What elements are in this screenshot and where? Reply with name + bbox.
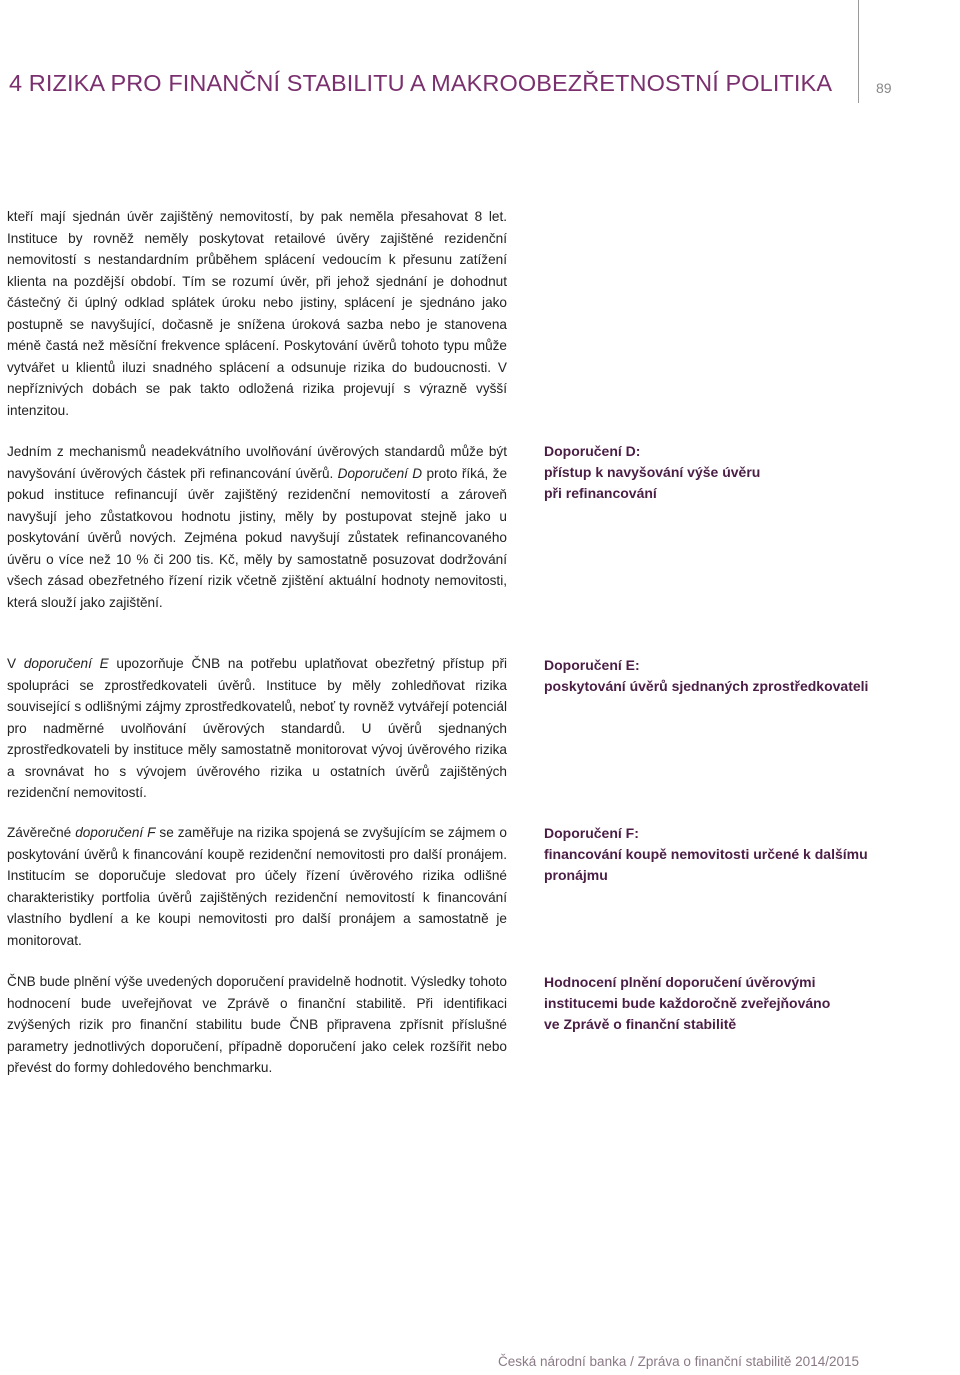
recommendation-reference: doporučení F xyxy=(75,825,156,840)
page-number: 89 xyxy=(876,80,892,96)
header-divider xyxy=(858,0,859,103)
chapter-title: 4 RIZIKA PRO FINANČNÍ STABILITU A MAKROOBEZŘETNOSTNÍ POLITIKA xyxy=(9,70,833,96)
side-note-line: ve Zprávě o finanční stabilitě xyxy=(544,1016,737,1032)
side-note-line: Doporučení F: xyxy=(544,825,639,841)
side-note-line: při refinancování xyxy=(544,485,657,501)
footer-source: Česká národní banka / Zpráva o finanční stabilitě 2014/2015 xyxy=(498,1354,859,1369)
paragraph-text: Závěrečné xyxy=(7,825,76,840)
side-note-recommendation-e xyxy=(544,655,904,697)
paragraph-text: Jedním z mechanismů neadekvátního uvolňování úvěrových standardů může být navyšování úvěrových částek při refinancování úvěrů. xyxy=(7,444,507,481)
side-note-line: Hodnocení plnění doporučení úvěrovými xyxy=(544,974,816,990)
side-note-recommendation-f xyxy=(544,823,904,886)
paragraph-text: se zaměřuje na rizika spojená se zvyšujícím se zájmem o poskytování úvěrů k financování koupě rezidenční nemovitosti pro další pronájem. Institucím se doporučuje sledovat pro účely řízení úvěrového rizika odlišné charakteristiky portfolia úvěrů zajištěných rezidenční nemovitostí k financování vlastního bydlení a ke koupi nemovitosti pro další pronájem a samostatně je monitorovat. xyxy=(7,825,507,948)
paragraph-recommendation-d xyxy=(7,441,507,613)
side-note-line: Doporučení E: xyxy=(544,657,640,673)
paragraph-text: upozorňuje ČNB na potřebu uplatňovat obezřetný přístup při spolupráci se zprostředkovateli úvěrů. Instituce by měly zohledňovat rizika související s odlišnými zájmy zprostředkovatelů, neboť ty rovněž vytvářejí potenciál pro nadměrné uvolňování úvěrových standardů. U úvěrů sjednaných zprostředkovateli by instituce měly samostatně monitorovat vývoj úvěrového rizika a srovnávat ho s vývojem úvěrového rizika u ostatních úvěrů zajištěných rezidenční nemovitostí. xyxy=(7,656,507,800)
paragraph-recommendation-e xyxy=(7,653,507,804)
side-note-line: přístup k navyšování výše úvěru xyxy=(544,464,761,480)
recommendation-reference: Doporučení D xyxy=(337,465,423,481)
side-note-line: poskytování úvěrů sjednaných zprostředkovateli xyxy=(544,678,869,694)
paragraph-1: kteří mají sjednán úvěr zajištěný nemovitostí, by pak neměla přesahovat 8 let. Instituce by rovněž neměly poskytovat retailové úvěry zajištěné rezidenční nemovitostí s nestandardním průběhem splácení vedoucím k přesunu zatížení klienta na pozdější období. Tím se rozumí úvěr, při jehož sjednání je dohodnut částečný či úplný odklad splátek úroku nebo jistiny, splácení je sjednáno jako postupně se navyšující, dočasně je snížena úroková sazba nebo je stanovena méně častá než měsíční frekvence splácení. Poskytování úvěrů tohoto typu může vytvářet u klientů iluzi snadného splácení a odsunuje rizika do budoucnosti. V nepříznivých dobách se pak takto odložená rizika projevují s výrazně vyšší intenzitou. xyxy=(7,209,507,418)
paragraph-recommendation-f xyxy=(7,822,507,951)
side-note-line: pronájmu xyxy=(544,867,608,883)
paragraph-text: proto říká, že pokud instituce refinancují úvěr zajištěný rezidenční nemovitostí a zároveň navyšují jeho zůstatkovou hodnotu jistiny, měly by postupovat stejně jako u poskytování úvěrů nových. Zejména pokud navyšují zůstatek refinancovaného úvěru o více než 10 % či 200 tis. Kč, měly by samostatně posuzovat dodržování všech zásad obezřetného řízení rizik včetně zjištění aktuální hodnoty nemovitosti, která slouží jako zajištění. xyxy=(7,465,507,610)
side-note-line: financování koupě nemovitosti určené k dalšímu xyxy=(544,846,868,862)
paragraph-evaluation: ČNB bude plnění výše uvedených doporučení pravidelně hodnotit. Výsledky tohoto hodnocení bude uveřejňovat ve Zprávě o finanční stabilitě. Při identifikaci zvýšených rizik pro finanční stabilitu bude ČNB připravena zpřísnit příslušné parametry jednotlivých doporučení, případně doporučení jako celek rozšířit nebo převést do formy dohledového benchmarku. xyxy=(7,974,507,1075)
side-note-recommendation-d xyxy=(544,441,904,504)
paragraph-text: V xyxy=(7,656,24,671)
side-note-line: institucemi bude každoročně zveřejňováno xyxy=(544,995,831,1011)
side-note-line: Doporučení D: xyxy=(544,443,641,459)
recommendation-reference: doporučení E xyxy=(23,656,109,671)
side-note-evaluation xyxy=(544,972,904,1035)
